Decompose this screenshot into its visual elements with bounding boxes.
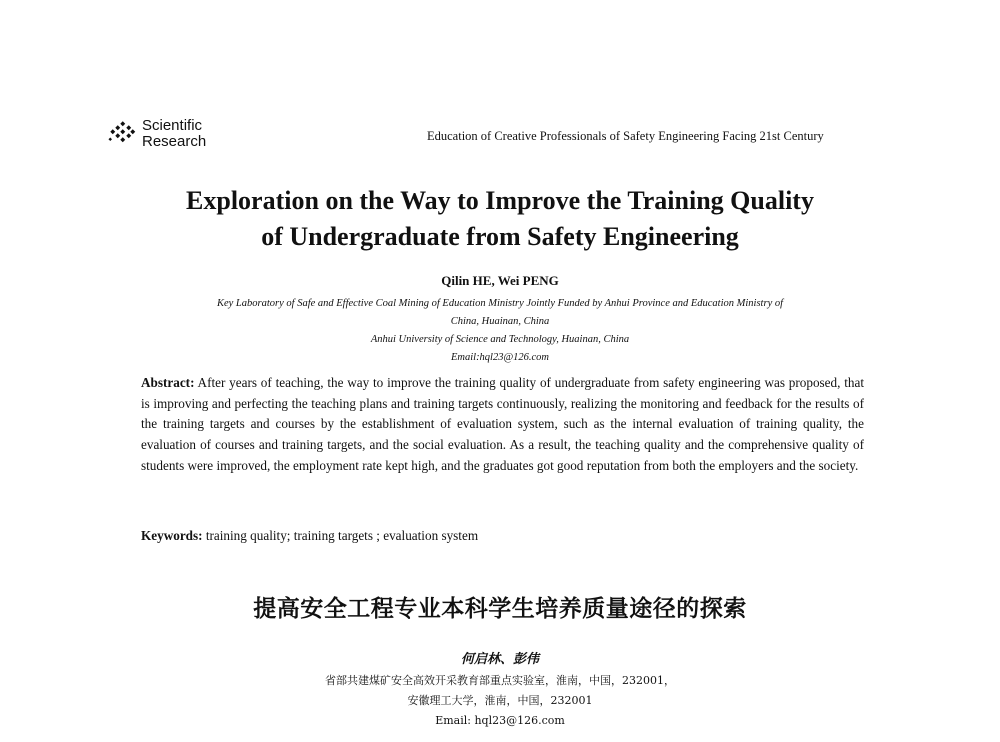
chinese-affiliation-line1: 省部共建煤矿安全高效开采教育部重点实验室，淮南，中国，232001， xyxy=(325,674,675,687)
abstract xyxy=(141,373,864,477)
paper-affiliation xyxy=(0,295,1000,367)
keywords xyxy=(141,528,864,544)
abstract-label: Abstract: xyxy=(141,375,195,390)
running-head: Education of Creative Professionals of Safety Engineering Facing 21st Century xyxy=(427,129,824,143)
publisher-name-line2: Research xyxy=(142,133,207,150)
chinese-email: Email: hql23@126.com xyxy=(435,714,565,727)
affiliation-line2: China, Huainan, China xyxy=(450,316,550,327)
paper-title-line1: Exploration on the Way to Improve the Training Quality xyxy=(186,186,814,215)
abstract-text: After years of teaching, the way to improve the training quality of undergraduate from safety engineering was proposed, that is improving and perfecting the teaching plans and training targets continuously, realizing the monitoring and feedback for the results of the training targets and courses by the establishment of evaluation system, such as the internal evaluation of training quality, the evaluation of courses and training targets, and the social evaluation. As a result, the teaching quality and the comprehensive quality of students were improved, the employment rate kept high, and the graduates got good reputation from both the employers and the society. xyxy=(141,375,864,473)
keywords-label: Keywords: xyxy=(141,528,203,543)
chinese-affiliation-line2: 安徽理工大学，淮南，中国，232001 xyxy=(407,694,593,707)
affiliation-line1: Key Laboratory of Safe and Effective Coal Mining of Education Ministry Jointly Funded by Anhui Province and Education Ministry of xyxy=(216,298,784,309)
paper-title-line2: of Undergraduate from Safety Engineering xyxy=(261,222,739,251)
publisher-name-line1: Scientific xyxy=(142,117,203,134)
paper-title xyxy=(0,183,1000,255)
publisher-logo xyxy=(108,118,206,150)
affiliation-line3: Anhui University of Science and Technology, Huainan, China xyxy=(370,334,630,345)
chinese-affiliation xyxy=(0,671,1000,731)
author-email: Email:hql23@126.com xyxy=(450,352,550,363)
paper-authors: Qilin HE, Wei PENG xyxy=(441,273,559,288)
chinese-title: 提高安全工程专业本科学生培养质量途径的探索 xyxy=(253,596,747,622)
scientific-research-logo-icon xyxy=(108,121,136,147)
chinese-authors: 何启林、彭伟 xyxy=(460,652,539,667)
keywords-text: training quality; training targets ; evaluation system xyxy=(205,528,479,543)
